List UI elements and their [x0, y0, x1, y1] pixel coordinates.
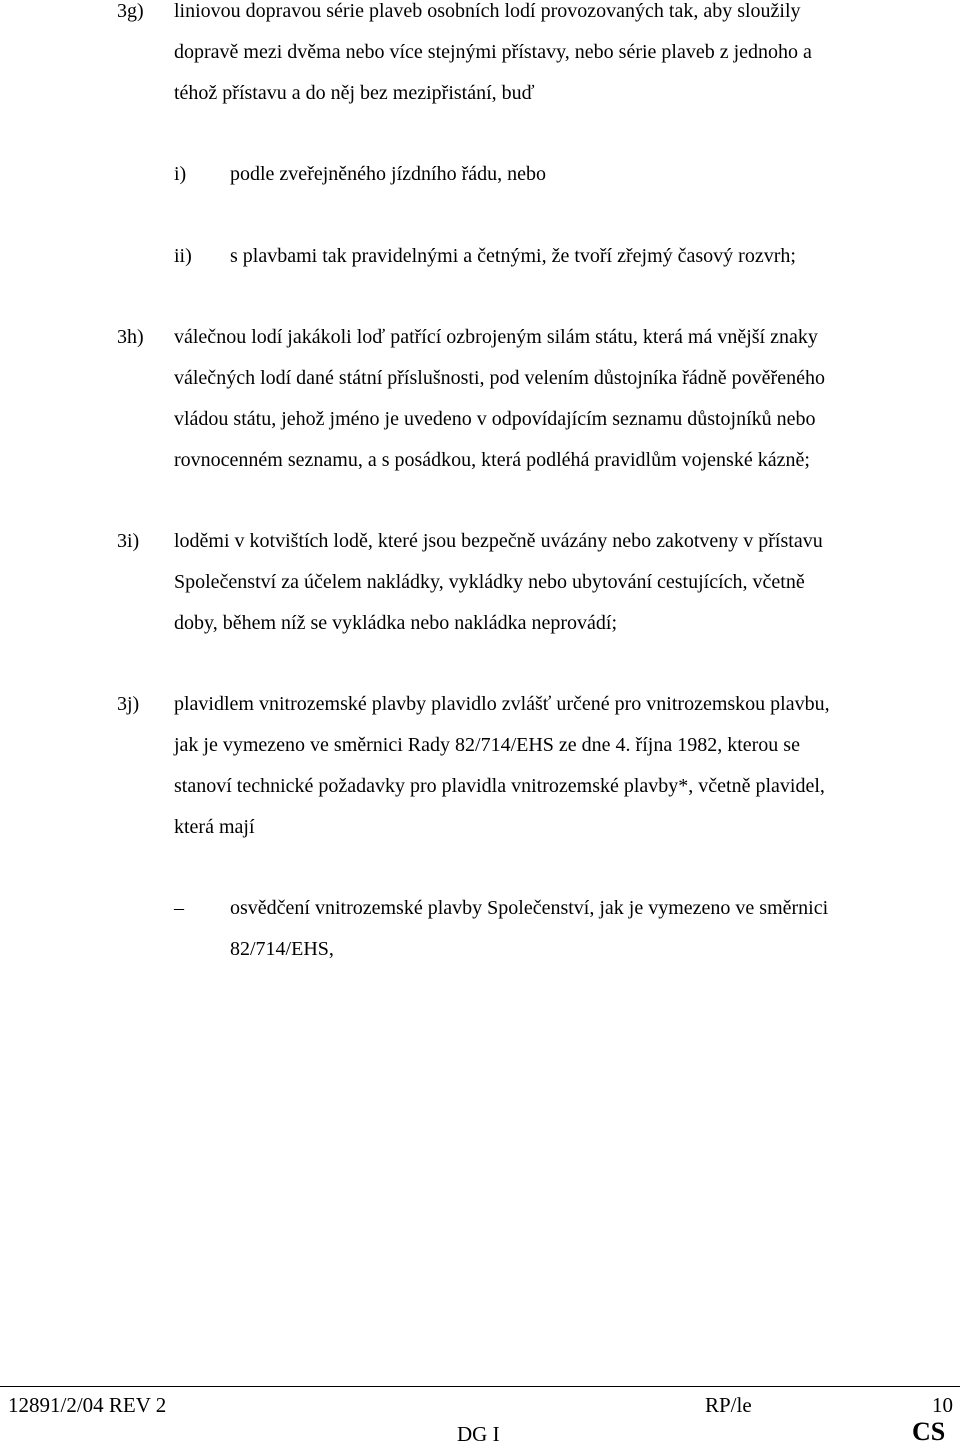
- paragraph-label: i): [174, 163, 187, 185]
- text-line: téhož přístavu a do něj bez mezipřistání, buď: [174, 82, 535, 104]
- footer-dg: DG I: [457, 1422, 500, 1446]
- paragraph-label: 3g): [117, 0, 144, 22]
- footer-language-code: CS: [912, 1417, 946, 1446]
- text-line: Společenství za účelem nakládky, vykládky nebo ubytování cestujících, včetně: [174, 571, 805, 593]
- paragraph-text: [230, 154, 546, 195]
- footer-page-number: 10: [932, 1393, 953, 1417]
- text-line: která mají: [174, 816, 255, 838]
- paragraph-label: 3i): [117, 530, 140, 552]
- paragraph-text: [174, 317, 825, 481]
- paragraph-text: [174, 684, 830, 848]
- text-line: plavidlem vnitrozemské plavby plavidlo zvlášť určené pro vnitrozemskou plavbu,: [174, 693, 830, 715]
- text-line: stanoví technické požadavky pro plavidla vnitrozemské plavby*, včetně plavidel,: [174, 775, 825, 797]
- paragraph-text: [174, 521, 823, 644]
- footer-doc-ref: 12891/2/04 REV 2: [8, 1393, 167, 1417]
- text-line: podle zveřejněného jízdního řádu, nebo: [230, 163, 546, 185]
- text-line: vládou státu, jehož jméno je uvedeno v odpovídajícím seznamu důstojníků nebo: [174, 408, 816, 430]
- text-line: loděmi v kotvištích lodě, které jsou bezpečně uvázány nebo zakotveny v přístavu: [174, 530, 823, 552]
- footer-rule: [0, 1386, 960, 1387]
- text-line: doby, během níž se vykládka nebo nakládka neprovádí;: [174, 612, 618, 634]
- paragraph-label: ii): [174, 245, 192, 267]
- paragraph-text: [230, 236, 796, 277]
- text-line: dopravě mezi dvěma nebo více stejnými přístavy, nebo série plaveb z jednoho a: [174, 41, 812, 63]
- text-line: jak je vymezeno ve směrnici Rady 82/714/EHS ze dne 4. října 1982, kterou se: [174, 734, 800, 756]
- paragraph-text: [174, 0, 812, 114]
- text-line: válečnou lodí jakákoli loď patřící ozbrojeným silám státu, která má vnější znaky: [174, 326, 818, 348]
- text-line: 82/714/EHS,: [230, 938, 334, 960]
- paragraph-label: 3h): [117, 326, 144, 348]
- paragraph-text: [230, 888, 828, 970]
- text-line: s plavbami tak pravidelnými a četnými, že tvoří zřejmý časový rozvrh;: [230, 245, 796, 267]
- dash-bullet: –: [174, 897, 184, 919]
- text-line: rovnocenném seznamu, a s posádkou, která podléhá pravidlům vojenské kázně;: [174, 449, 810, 471]
- text-line: liniovou dopravou série plaveb osobních lodí provozovaných tak, aby sloužily: [174, 0, 801, 22]
- footer-initials: RP/le: [705, 1393, 752, 1417]
- text-line: osvědčení vnitrozemské plavby Společenství, jak je vymezeno ve směrnici: [230, 897, 829, 919]
- paragraph-label: 3j): [117, 693, 140, 715]
- text-line: válečných lodí dané státní příslušnosti, pod velením důstojníka řádně pověřeného: [174, 367, 825, 389]
